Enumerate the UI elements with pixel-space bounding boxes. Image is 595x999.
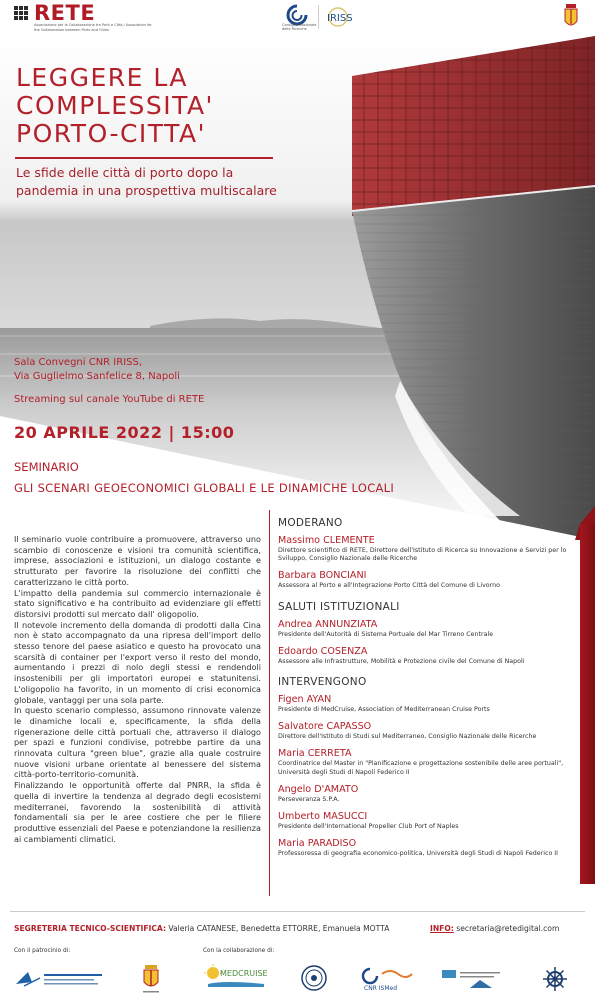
svg-text:CNR ISMed: CNR ISMed	[364, 985, 398, 992]
page-subtitle: Le sfide delle città di porto dopo la pandemia in una prospettiva multiscalare	[16, 165, 277, 198]
info-label: INFO:	[430, 924, 454, 933]
speaker-item	[278, 721, 578, 741]
rete-logo-mark-icon	[14, 6, 30, 20]
description-paragraph: Il seminario vuole contribuire a promuovere, attraverso uno scambio di conoscenze e visioni tra comunità scientifica, imprese, associazioni e istituzioni, un dialogo costante e strutturato per favorire la risoluzione dei conflitti che caratterizzano le città porto.	[14, 534, 261, 587]
event-date: 20 APRILE 2022 | 15:00	[14, 423, 235, 442]
description-paragraph: Il notevole incremento della domanda di prodotti dalla Cina non è stato accompagnato da una ripresa dell'import dello stesso tenore del paese asiatico e questo ha provocato una scarsità di container per l'export verso il resto del mondo, aumentando i prezzi di nolo degli stessi e rendendoli insostenibili per gli importatori europei e statunitensi. L'oligopolio ha favorito, in un momento di crisi economica globale, vantaggi per una sola parte.	[14, 619, 261, 705]
speaker-role: Presidente dell'International Propeller Club Port of Naples	[278, 823, 459, 831]
secretariat-info	[14, 924, 389, 933]
speaker-name: Edoardo COSENZA	[278, 645, 368, 657]
speaker-name: Figen AYAN	[278, 694, 332, 706]
propeller-club-logo	[440, 966, 504, 992]
secretariat-label: SEGRETERIA TECNICO-SCIENTIFICA:	[14, 924, 166, 933]
svg-text:MEDCRUISE: MEDCRUISE	[220, 969, 268, 978]
speaker-item	[278, 811, 578, 831]
title-line-1: LEGGERE LA	[16, 63, 188, 92]
section-heading: SALUTI ISTITUZIONALI	[278, 600, 400, 613]
title-line-2: COMPLESSITA'	[16, 91, 214, 120]
speaker-role: Presidente dell'Autorità di Sistema Portuale del Mar Tirreno Centrale	[278, 630, 494, 638]
speakers-list	[278, 514, 578, 865]
ship-wheel-icon	[542, 966, 568, 992]
speaker-name: Salvatore CAPASSO	[278, 721, 372, 733]
secretariat-names: Valeria CATANESE, Benedetta ETTORRE, Emanuela MOTTA	[165, 924, 390, 933]
speaker-role: Assessore alle Infrastrutture, Mobilità e Protezione civile del Comune di Napoli	[278, 657, 525, 665]
speaker-role: Professoressa di geografia economico-politica, Università degli Studi di Napoli Federico II	[278, 850, 559, 858]
medcruise-logo	[204, 964, 268, 990]
svg-text:IRISS: IRISS	[327, 13, 353, 24]
cnr-ismed-logo	[360, 966, 414, 992]
speaker-name: Barbara BONCIANI	[278, 570, 367, 582]
speaker-role: Perseveranza S.P.A.	[278, 795, 340, 803]
section-intervengono	[278, 676, 578, 858]
speaker-name: Umberto MASUCCI	[278, 811, 368, 823]
university-seal-icon	[300, 964, 328, 992]
section-saluti	[278, 601, 578, 666]
speaker-role: Direttore dell'Istituto di Studi sul Mediterraneo, Consiglio Nazionale delle Ricerche	[278, 733, 537, 741]
section-heading: MODERANO	[278, 517, 343, 529]
speaker-role: Assessora al Porto e all'Integrazione Porto Città del Comune di Livorno	[278, 582, 500, 590]
speaker-item	[278, 619, 578, 639]
speaker-name: Maria CERRETA	[278, 748, 352, 760]
speaker-name: Maria PARADISO	[278, 838, 357, 850]
cnr-logo-text: Consiglio Nazionale delle Ricerche	[282, 23, 317, 31]
speaker-item	[278, 694, 578, 714]
speaker-name: Angelo D'AMATO	[278, 783, 359, 795]
info-email-link[interactable]: secretaria@retedigital.com	[453, 924, 560, 933]
description-paragraph: Finalizzando le opportunità offerte dal PNRR, la sfida è quella di invertire la tendenza al degrado degli ecosistemi mediterranei, favorendo la sostenibilità di attività fondamentali sia per le aree costiere che per le filiere produttive essenziali del Paese e potenziandone la resilienza ai cambiamenti climatici.	[14, 780, 261, 844]
collaboration-label: Con la collaborazione di:	[203, 948, 275, 954]
speaker-item	[278, 838, 578, 858]
speaker-name: Andrea ANNUNZIATA	[278, 618, 378, 630]
description-paragraph: In questo scenario complesso, assumono rinnovate valenze le dinamiche locali e, specificamente, la sfida della rigenerazione delle città portuali che, attraverso il dialogo per spazi e funzioni condivise, potrebbe partire da una rinnovata cultura "green blue", grazie alla quale costruire nuove visioni urbane orientate al benessere del sistema città-porto-territorio-comunità.	[14, 705, 261, 780]
rete-logo-subtitle: Associazione per la Collaborazione tra Porti e Città / Association for the Collaboration between Ports and Cities	[34, 23, 152, 32]
comune-napoli-crest-icon	[140, 964, 162, 994]
seminar-description	[14, 534, 261, 844]
speaker-name: Massimo CLEMENTE	[278, 535, 375, 546]
speaker-item	[278, 570, 578, 590]
event-venue: Sala Convegni CNR IRISS, Via Guglielmo Sanfelice 8, Napoli	[14, 357, 180, 382]
rete-logo: RETE	[34, 1, 96, 25]
title-line-3: PORTO-CITTA'	[16, 119, 206, 148]
napoli-crest-icon	[562, 3, 580, 31]
section-moderano	[278, 517, 578, 591]
speaker-role: Presidente di MedCruise, Association of Mediterranean Cruise Ports	[278, 706, 490, 714]
footer-divider	[10, 911, 585, 912]
speaker-role: Coordinatrice del Master in "Pianificazione e progettazione sostenibile delle aree portuali", Università degli Studi di Napoli Federico II	[278, 760, 564, 776]
speaker-item	[278, 535, 578, 563]
contact-info	[430, 924, 559, 933]
speaker-item	[278, 646, 578, 666]
speaker-role: Direttore scientifico di RETE, Direttore dell'Istituto di Ricerca su Innovazione e Servizi per lo Sviluppo, Consiglio Nazionale delle Ricerche	[278, 547, 567, 563]
iriss-logo	[318, 5, 353, 29]
title-divider	[15, 157, 273, 159]
page-title	[16, 64, 276, 148]
seminar-label: SEMINARIO	[14, 460, 79, 474]
port-authority-logo	[14, 966, 106, 992]
section-heading: INTERVENGONO	[278, 676, 367, 689]
description-paragraph: L'impatto della pandemia sul commercio internazionale è stato significativo e ha contribuito ad evidenziare gli effetti distorsivi prodotti sul mercato dall' oligopolio.	[14, 587, 261, 619]
red-side-band	[580, 524, 595, 884]
streaming-link[interactable]: Streaming sul canale YouTube di RETE	[14, 394, 205, 405]
column-divider	[269, 510, 270, 896]
speaker-item	[278, 748, 578, 776]
seminar-title: GLI SCENARI GEOECONOMICI GLOBALI E LE DINAMICHE LOCALI	[14, 481, 395, 495]
speaker-item	[278, 784, 578, 804]
patronage-label: Con il patrocinio di:	[14, 948, 71, 954]
